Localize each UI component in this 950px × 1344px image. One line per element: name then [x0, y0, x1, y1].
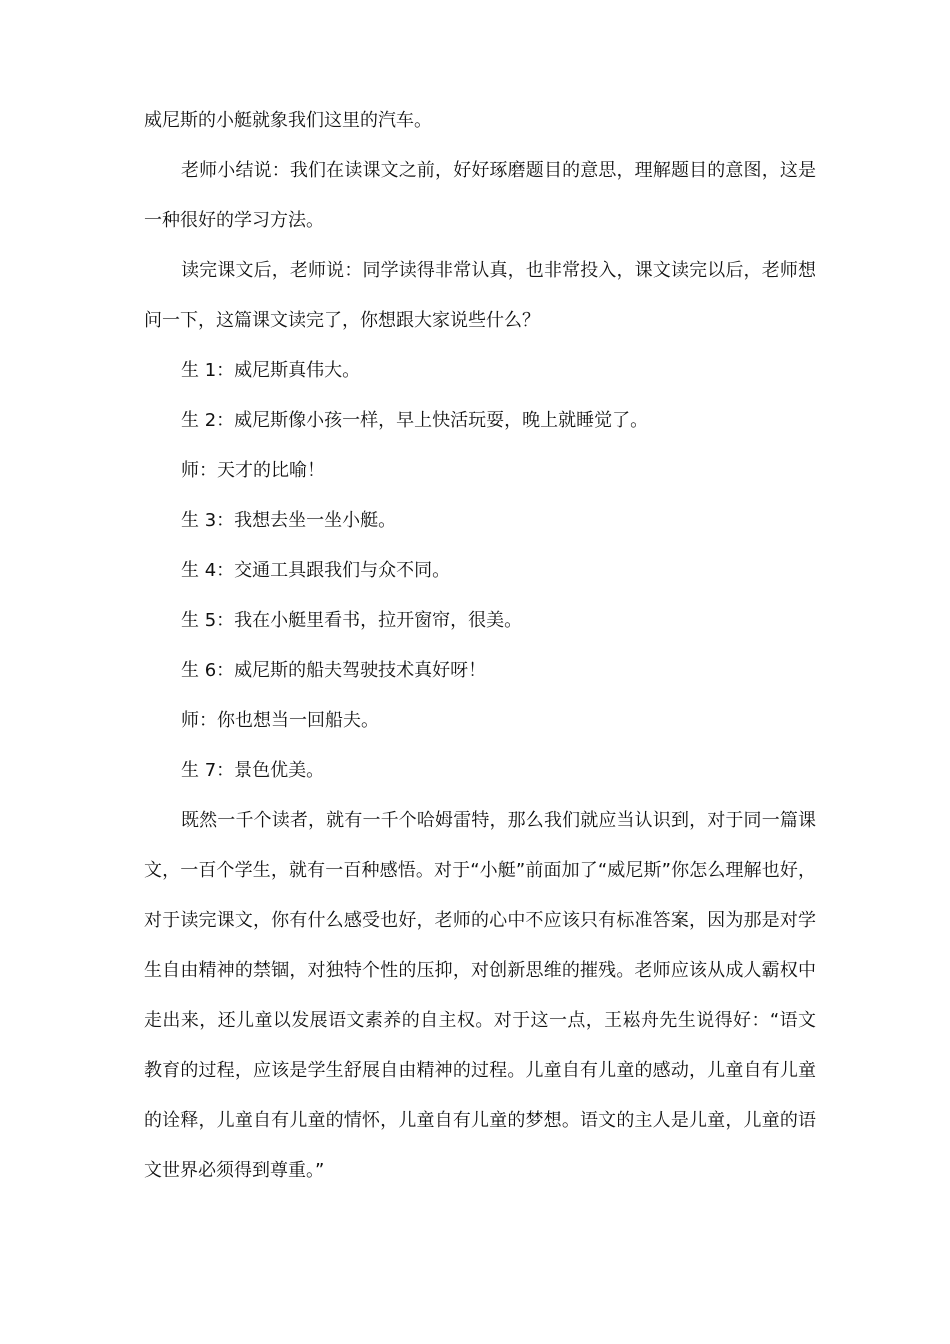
paragraph-7: 生 3：我想去坐一坐小艇。 — [181, 510, 397, 531]
document-page — [144, 96, 816, 1196]
paragraph-11: 师：你也想当一回船夫。 — [181, 710, 379, 731]
paragraph-2: 老师小结说：我们在读课文之前，好好琢磨题目的意思，理解题目的意图，这是一种很好的学习方法。 — [144, 160, 816, 231]
paragraph-6: 师：天才的比喻！ — [181, 460, 325, 481]
paragraph-1: 威尼斯的小艇就象我们这里的汽车。 — [144, 110, 432, 131]
paragraph-13: 既然一千个读者，就有一千个哈姆雷特，那么我们就应当认识到，对于同一篇课文，一百个学生，就有一百种感悟。对于“小艇”前面加了“威尼斯”你怎么理解也好，对于读完课文，你有什么感受也好，老师的心中不应该只有标准答案，因为那是对学生自由精神的禁锢，对独特个性的压抑，对创新思维的摧残。老师应该从成人霸权中走出来，还儿童以发展语文素养的自主权。对于这一点，王崧舟先生说得好：“语文教育的过程，应该是学生舒展自由精神的过程。儿童自有儿童的感动，儿童自有儿童的诠释，儿童自有儿童的情怀，儿童自有儿童的梦想。语文的主人是儿童，儿童的语文世界必须得到尊重。” — [144, 810, 816, 1181]
paragraph-5: 生 2：威尼斯像小孩一样，早上快活玩耍，晚上就睡觉了。 — [181, 410, 649, 431]
paragraph-4: 生 1：威尼斯真伟大。 — [181, 360, 361, 381]
paragraph-10: 生 6：威尼斯的船夫驾驶技术真好呀！ — [181, 660, 487, 681]
paragraph-9: 生 5：我在小艇里看书，拉开窗帘，很美。 — [181, 610, 523, 631]
paragraph-3: 读完课文后，老师说：同学读得非常认真，也非常投入，课文读完以后，老师想问一下，这篇课文读完了，你想跟大家说些什么？ — [144, 260, 816, 331]
paragraph-8: 生 4：交通工具跟我们与众不同。 — [181, 560, 451, 581]
paragraph-12: 生 7：景色优美。 — [181, 760, 325, 781]
